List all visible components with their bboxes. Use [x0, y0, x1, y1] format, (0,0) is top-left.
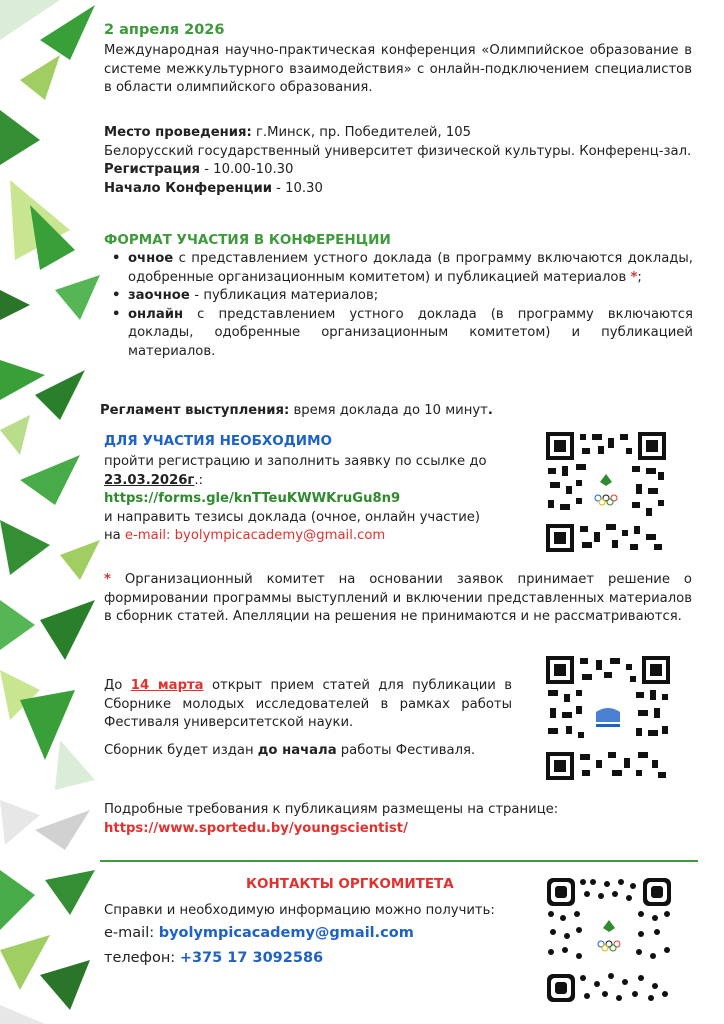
- format-term: очное: [128, 251, 174, 266]
- contacts-email-line: [104, 925, 414, 941]
- requirements-text: Подробные требования к публикациям размещены на странице:: [104, 802, 559, 817]
- pub-suffix: работы Фестиваля.: [336, 743, 476, 758]
- venue-place: Белорусский государственный университет физической культуры. Конференц-зал.: [104, 143, 692, 159]
- articles-prefix: До: [104, 678, 131, 693]
- participation-line1: пройти регистрацию и заполнить заявку по ссылке до: [104, 454, 487, 469]
- section-divider: [100, 860, 698, 862]
- deadline-end: .:: [194, 472, 203, 488]
- contacts-qr-code: [547, 878, 671, 1002]
- start-time: - 10.30: [271, 180, 323, 196]
- requirements-link[interactable]: https://www.sportedu.by/youngscientist/: [104, 821, 408, 836]
- deadline-date: 23.03.2026г: [104, 472, 195, 488]
- participation-block: [104, 453, 532, 546]
- regulation-text: время доклада до 10 минут: [289, 403, 488, 418]
- format-tail: ;: [637, 269, 642, 285]
- format-text: с представлением устного доклада (в программу включаются доклады, одобренные организационным комитетом) и публикацией материалов: [128, 251, 693, 285]
- registration-qr-code: [546, 432, 666, 552]
- pub-bold: до начала: [257, 743, 337, 758]
- articles-date: 14 марта: [130, 678, 204, 693]
- asterisk-mark: *: [630, 269, 638, 285]
- list-item: [110, 287, 693, 306]
- articles-block: [104, 677, 512, 733]
- pub-prefix: Сборник будет издан: [104, 743, 258, 758]
- registration-label: Регистрация: [104, 162, 201, 178]
- list-item: [110, 250, 693, 287]
- email-label: e-mail:: [104, 925, 159, 941]
- regulation-line: [100, 402, 493, 421]
- decorative-triangles: [0, 0, 110, 1024]
- registration-time: - 10.00-10.30: [200, 162, 294, 178]
- start-label: Начало Конференции: [104, 180, 272, 196]
- regulation-label: Регламент выступления:: [100, 403, 290, 418]
- venue-label: Место проведения:: [104, 125, 252, 140]
- articles-text: открыт прием статей для публикации в Сборнике молодых исследователей в рамках работы Фестиваля университетской науки.: [104, 678, 512, 731]
- contacts-phone-link[interactable]: +375 17 3092586: [179, 950, 324, 966]
- contacts-title: КОНТАКТЫ ОРГКОМИТЕТА: [246, 876, 454, 892]
- regulation-end: .: [487, 403, 493, 418]
- registration-form-link[interactable]: https://forms.gle/knTTeuKWWKruGu8n9: [104, 491, 401, 507]
- format-term: заочное: [128, 288, 195, 304]
- participation-line2: и направить тезисы доклада (очное, онлайн участие): [104, 509, 481, 525]
- event-date: 2 апреля 2026: [104, 22, 225, 38]
- committee-note: [104, 571, 692, 627]
- contacts-email-link[interactable]: byolympicacademy@gmail.com: [158, 925, 414, 941]
- phone-label: телефон:: [104, 950, 180, 966]
- list-item: [110, 306, 693, 362]
- asterisk-mark: *: [104, 572, 111, 587]
- email-prefix: на: [104, 528, 125, 544]
- publication-line: [104, 742, 475, 761]
- contacts-phone-line: [104, 950, 323, 966]
- format-list: [110, 250, 693, 362]
- note-text: Организационный комитет на основании заявок принимает решение о формировании программы выступлений и включении представленных материалов в сборник статей. Апелляции на решения не принимаются и не рассматриваются.: [104, 572, 692, 625]
- participation-title: ДЛЯ УЧАСТИЯ НЕОБХОДИМО: [104, 433, 333, 449]
- participation-email-link[interactable]: e-mail: byolympicacademy@gmail.com: [124, 528, 386, 544]
- format-text: с представлением устного доклада (в программу включаются доклады, одобренные организационным комитетом) и публикацией материалов.: [128, 306, 693, 359]
- contacts-intro: Справки и необходимую информацию можно получить:: [104, 903, 495, 918]
- articles-qr-code: [546, 656, 670, 780]
- format-term: онлайн: [128, 306, 184, 322]
- format-title: ФОРМАТ УЧАСТИЯ В КОНФЕРЕНЦИИ: [104, 232, 391, 248]
- venue-address: г.Минск, пр. Победителей, 105: [251, 125, 472, 140]
- venue-block: [104, 124, 692, 198]
- conference-description: Международная научно-практическая конференция «Олимпийское образование в системе межкультурного взаимодействия» с онлайн-подключением специалистов в области олимпийского образования.: [104, 43, 692, 96]
- format-text: - публикация материалов;: [194, 288, 379, 304]
